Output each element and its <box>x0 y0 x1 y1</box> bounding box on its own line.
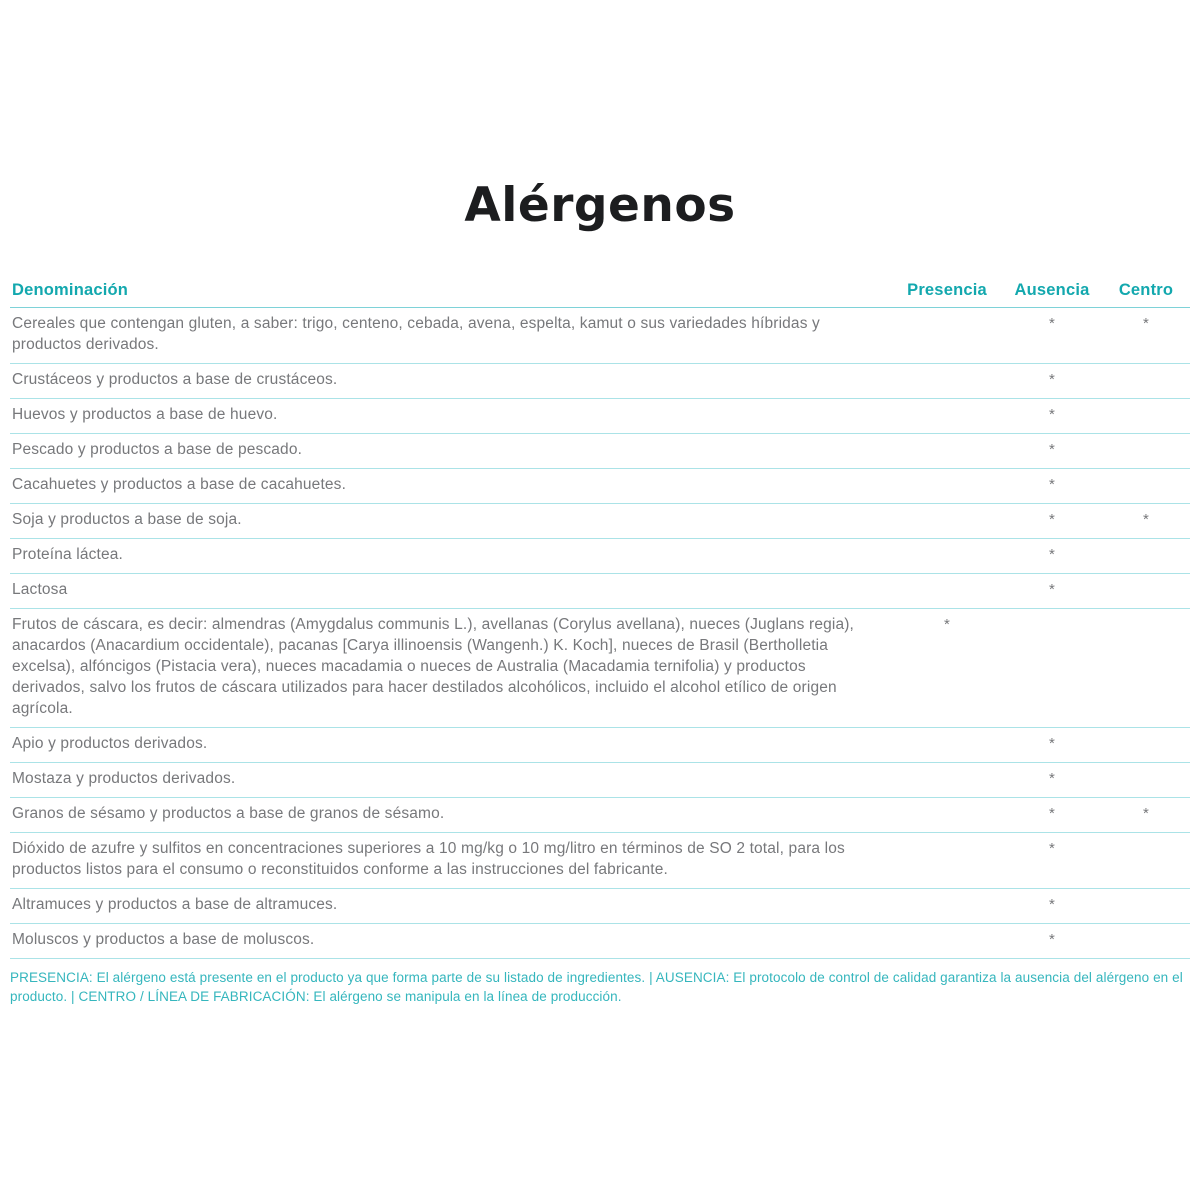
centro-mark: * <box>1143 511 1149 528</box>
presencia-mark <box>892 439 1002 460</box>
allergen-name: Crustáceos y productos a base de crustáceos. <box>12 371 338 388</box>
presencia-mark <box>892 733 1002 754</box>
allergen-name: Soja y productos a base de soja. <box>12 511 242 528</box>
table-row <box>10 889 1190 924</box>
allergen-name: Lactosa <box>12 581 68 598</box>
centro-mark <box>1102 894 1190 915</box>
table-row <box>10 763 1190 798</box>
presencia-mark <box>892 404 1002 425</box>
centro-mark <box>1102 733 1190 754</box>
table-row <box>10 539 1190 574</box>
table-row <box>10 574 1190 609</box>
table-row <box>10 609 1190 728</box>
presencia-mark <box>892 313 1002 355</box>
centro-mark <box>1102 838 1190 880</box>
ausencia-mark: * <box>1049 840 1055 857</box>
legend-text: PRESENCIA: El alérgeno está presente en el producto ya que forma parte de su listado de ingredientes. | AUSENCIA: El protocolo de control de calidad garantiza la ausencia del alérgeno en el producto. | CENTRO / LÍNEA DE FABRICACIÓN: El alérgeno se manipula en la línea de producción. <box>10 970 1183 1004</box>
presencia-mark <box>892 509 1002 530</box>
presencia-mark <box>892 768 1002 789</box>
allergen-name: Cereales que contengan gluten, a saber: trigo, centeno, cebada, avena, espelta, kamut o sus variedades híbridas y productos derivados. <box>12 315 820 353</box>
allergen-table <box>10 281 1190 959</box>
table-row <box>10 728 1190 763</box>
table-row <box>10 924 1190 959</box>
ausencia-mark: * <box>1049 406 1055 423</box>
ausencia-mark: * <box>1049 896 1055 913</box>
table-row <box>10 434 1190 469</box>
presencia-mark <box>892 838 1002 880</box>
centro-mark <box>1102 768 1190 789</box>
ausencia-mark: * <box>1049 735 1055 752</box>
presencia-mark <box>892 544 1002 565</box>
table-row <box>10 504 1190 539</box>
ausencia-mark: * <box>1049 770 1055 787</box>
ausencia-mark <box>1002 614 1102 719</box>
allergen-name: Altramuces y productos a base de altramuces. <box>12 896 338 913</box>
ausencia-mark: * <box>1049 581 1055 598</box>
table-row <box>10 798 1190 833</box>
centro-mark <box>1102 474 1190 495</box>
allergen-name: Apio y productos derivados. <box>12 735 208 752</box>
presencia-mark <box>892 803 1002 824</box>
allergen-name: Dióxido de azufre y sulfitos en concentraciones superiores a 10 mg/kg o 10 mg/litro en términos de SO 2 total, para los productos listos para el consumo o reconstituidos conforme a las instrucciones del fabricante. <box>12 840 845 878</box>
centro-mark <box>1102 439 1190 460</box>
presencia-mark: * <box>944 616 950 633</box>
ausencia-mark: * <box>1049 931 1055 948</box>
centro-mark: * <box>1143 315 1149 332</box>
centro-mark <box>1102 369 1190 390</box>
header-ausencia: Ausencia <box>1014 281 1090 299</box>
allergen-name: Mostaza y productos derivados. <box>12 770 236 787</box>
ausencia-mark: * <box>1049 315 1055 332</box>
centro-mark <box>1102 544 1190 565</box>
presencia-mark <box>892 894 1002 915</box>
table-row <box>10 399 1190 434</box>
page-title: Alérgenos <box>464 178 736 233</box>
table-row <box>10 469 1190 504</box>
table-row <box>10 364 1190 399</box>
centro-mark <box>1102 579 1190 600</box>
ausencia-mark: * <box>1049 805 1055 822</box>
allergen-name: Proteína láctea. <box>12 546 123 563</box>
centro-mark: * <box>1143 805 1149 822</box>
centro-mark <box>1102 929 1190 950</box>
table-header-row <box>10 281 1190 308</box>
presencia-mark <box>892 929 1002 950</box>
ausencia-mark: * <box>1049 476 1055 493</box>
header-denominacion: Denominación <box>12 281 129 299</box>
allergen-name: Granos de sésamo y productos a base de granos de sésamo. <box>12 805 445 822</box>
header-centro: Centro <box>1118 281 1174 299</box>
ausencia-mark: * <box>1049 511 1055 528</box>
table-row <box>10 308 1190 364</box>
allergen-name: Cacahuetes y productos a base de cacahuetes. <box>12 476 347 493</box>
header-presencia: Presencia <box>907 281 987 299</box>
presencia-mark <box>892 474 1002 495</box>
presencia-mark <box>892 579 1002 600</box>
table-row <box>10 833 1190 889</box>
centro-mark <box>1102 404 1190 425</box>
allergen-name: Moluscos y productos a base de moluscos. <box>12 931 315 948</box>
presencia-mark <box>892 369 1002 390</box>
allergen-name: Huevos y productos a base de huevo. <box>12 406 278 423</box>
allergen-name: Pescado y productos a base de pescado. <box>12 441 303 458</box>
ausencia-mark: * <box>1049 546 1055 563</box>
centro-mark <box>1102 614 1190 719</box>
ausencia-mark: * <box>1049 441 1055 458</box>
allergen-name: Frutos de cáscara, es decir: almendras (Amygdalus communis L.), avellanas (Corylus avellana), nueces (Juglans regia), anacardos (Anacardium occidentale), pacanas [Carya illinoensis (Wangenh.) K. Koch], nueces de Brasil (Bertholletia excelsa), alfóncigos (Pistacia vera), nueces macadamia o nueces de Australia (Macadamia ternifolia) y productos derivados, salvo los frutos de cáscara utilizados para hacer destilados alcohólicos, incluido el alcohol etílico de origen agrícola. <box>12 616 854 717</box>
ausencia-mark: * <box>1049 371 1055 388</box>
